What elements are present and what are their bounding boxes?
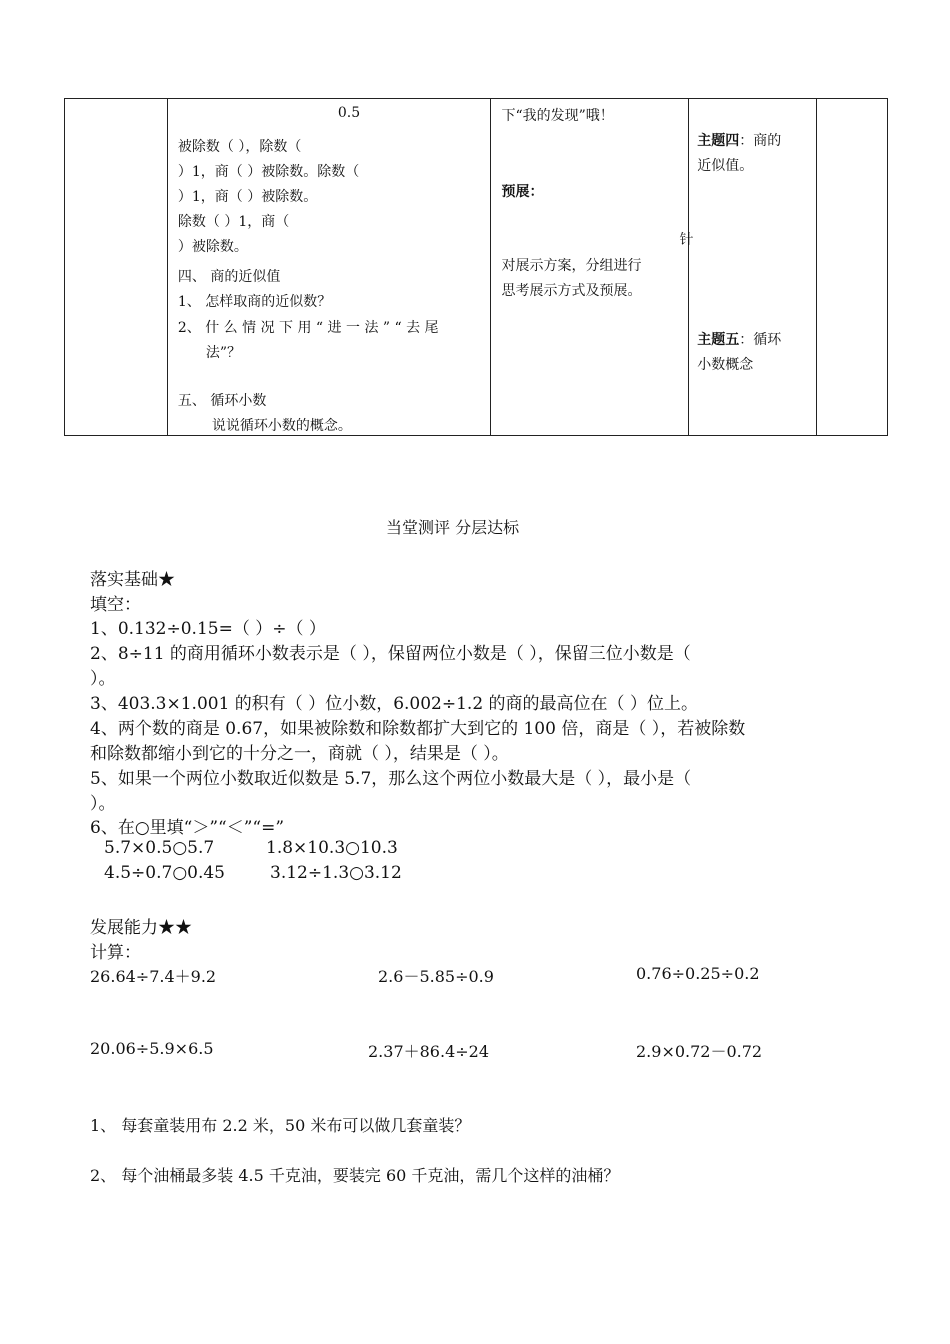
question: 1、 怎样取商的近似数？ <box>177 294 332 310</box>
question: 和除数都缩小到它的十分之一，商就（ ），结果是（ ）。 <box>90 744 509 764</box>
lesson-table <box>64 98 888 436</box>
text-line: 除数（ ）1，商（ <box>177 214 290 230</box>
expression: 2.6－5.85÷0.9 <box>378 967 494 986</box>
question: 2、8÷11 的商用循环小数表示是（ ），保留两位小数是（ ），保留三位小数是（ <box>90 644 691 664</box>
question: ）。 <box>90 669 116 689</box>
text-line: 针 <box>679 232 694 248</box>
question: 6、在○里填“＞”“＜”“=” <box>90 818 285 838</box>
topic-four-cont: 近似值。 <box>697 158 754 174</box>
word-problem: 2、 每个油桶最多装 4.5 千克油，要装完 60 千克油，需几个这样的油桶？ <box>90 1166 620 1185</box>
develop-heading: 发展能力★★ <box>90 918 192 938</box>
question: 1、0.132÷0.15=（ ）÷（ ） <box>90 619 326 639</box>
expression: 0.76÷0.25÷0.2 <box>636 964 760 983</box>
label-preview: 预展： <box>501 184 544 200</box>
compare-item: 1.8×10.3○10.3 <box>266 838 398 858</box>
question: 2、 什 么 情 况 下 用 “ 进 一 法 ” “ 去 尾 <box>177 320 439 336</box>
word-problem: 1、 每套童装用布 2.2 米，50 米布可以做几套童装？ <box>90 1116 471 1135</box>
topic-five-cont: 小数概念 <box>697 357 754 373</box>
topic-four: 主题四：商的 <box>697 133 782 149</box>
question: 4、两个数的商是 0.67，如果被除数和除数都扩大到它的 100 倍，商是（ ），若被除数 <box>90 719 746 739</box>
text-line: 0.5 <box>337 105 361 121</box>
section-heading: 四、 商的近似值 <box>177 269 281 285</box>
compare-item: 4.5÷0.7○0.45 <box>104 863 226 883</box>
text-line: 对展示方案，分组进行 <box>501 258 642 274</box>
topic-five: 主题五：循环 <box>697 332 782 348</box>
compare-item: 5.7×0.5○5.7 <box>104 838 215 858</box>
expression: 2.9×0.72－0.72 <box>636 1042 763 1061</box>
text-line: 思考展示方式及预展。 <box>501 283 642 299</box>
expression: 20.06÷5.9×6.5 <box>90 1039 214 1058</box>
question: ）。 <box>90 794 116 814</box>
table-cell-2 <box>167 99 491 436</box>
fill-label: 填空： <box>90 595 141 615</box>
question: 3、403.3×1.001 的积有（ ）位小数，6.002÷1.2 的商的最高位在（ ）位上。 <box>90 694 698 714</box>
compare-item: 3.12÷1.3○3.12 <box>270 863 402 883</box>
expression: 26.64÷7.4＋9.2 <box>90 967 217 986</box>
table-cell-5 <box>817 99 888 436</box>
calc-label: 计算： <box>90 943 141 963</box>
question: 5、如果一个两位小数取近似数是 5.7，那么这个两位小数最大是（ ），最小是（ <box>90 769 692 789</box>
text-line: ）1，商（ ）被除数。除数（ <box>177 164 360 180</box>
text-line: 被除数（ ），除数（ <box>177 139 302 155</box>
section-heading: 五、 循环小数 <box>177 393 267 409</box>
question: 法”？ <box>205 345 242 361</box>
expression: 2.37＋86.4÷24 <box>368 1042 490 1061</box>
basic-heading: 落实基础★ <box>90 570 175 590</box>
table-cell-1 <box>65 99 168 436</box>
section-title: 当堂测评 分层达标 <box>386 518 520 537</box>
table-cell-4 <box>689 99 817 436</box>
table-cell-3 <box>491 99 694 436</box>
text-line: ）被除数。 <box>177 239 248 255</box>
text-line: 下“我的发现”哦！ <box>501 108 614 124</box>
text-line: ）1，商（ ）被除数。 <box>177 189 318 205</box>
text-line: 说说循环小数的概念。 <box>211 418 352 434</box>
